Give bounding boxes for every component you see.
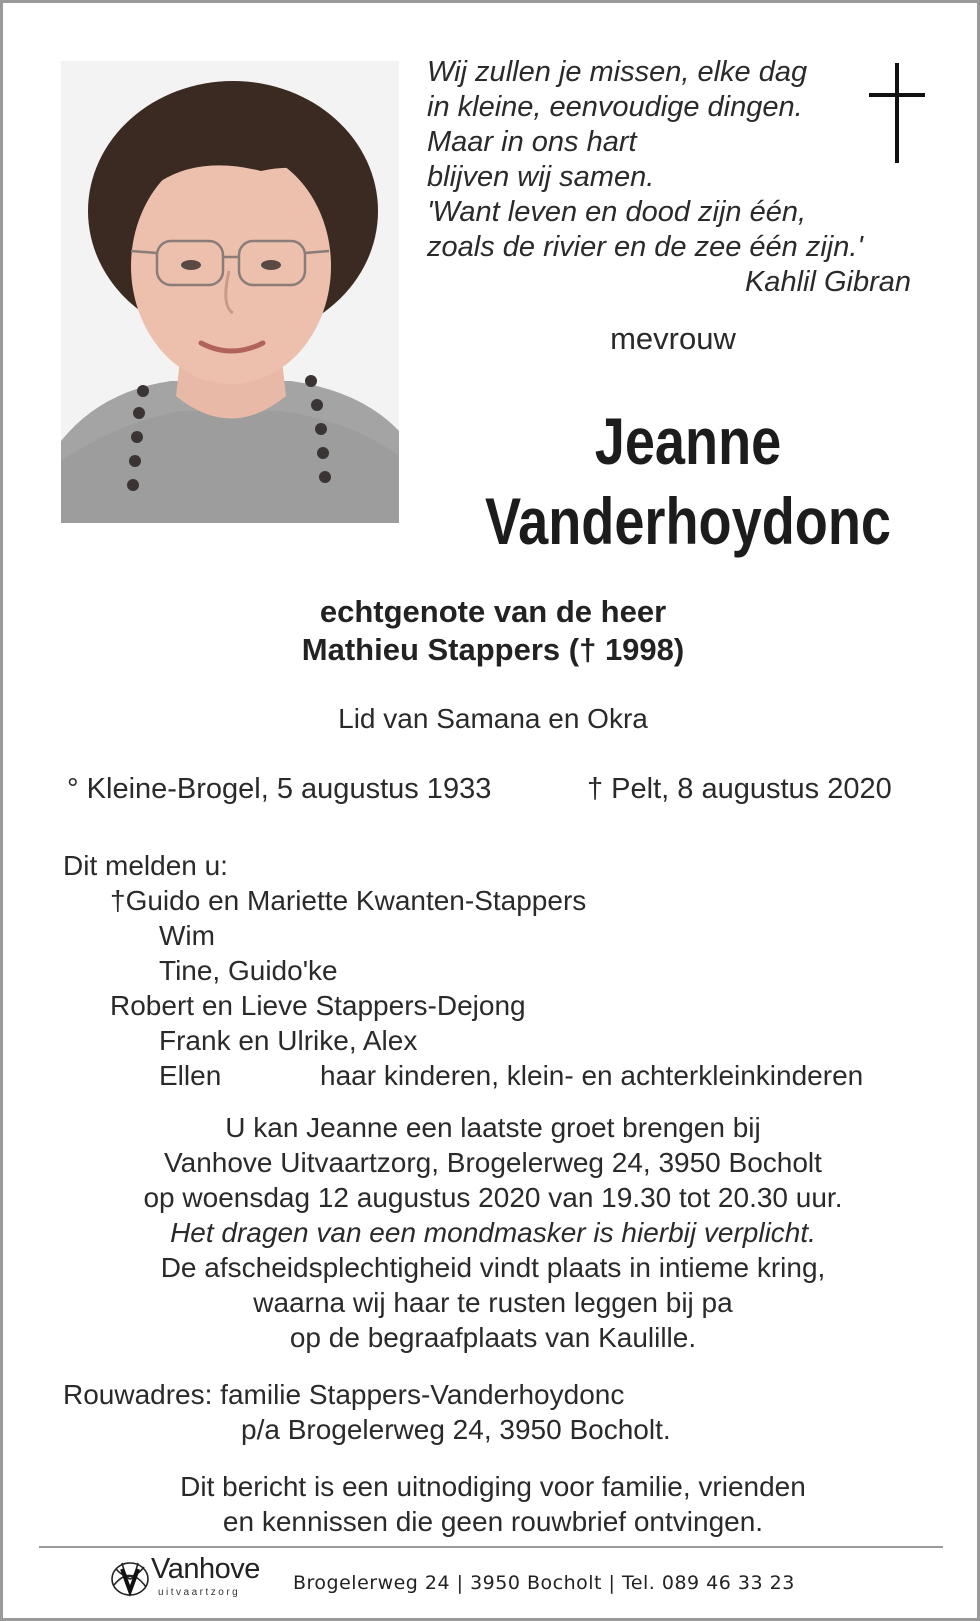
- invitation-line: Dit bericht is een uitnodiging voor familie, vrienden: [180, 1471, 806, 1502]
- family-member: Ellen: [159, 1060, 222, 1091]
- footer-brand: Vanhove: [151, 1553, 260, 1585]
- death-info: † Pelt, 8 augustus 2020: [587, 773, 892, 805]
- announcement-intro: Dit melden u:: [63, 850, 228, 881]
- family-member: †Guido en Mariette Kwanten-Stappers: [110, 885, 587, 916]
- family-announcement: [63, 848, 943, 1093]
- portrait-illustration: [61, 61, 399, 523]
- mourning-address: [63, 1377, 943, 1447]
- family-member-row: [63, 1058, 943, 1093]
- visitation-line: op woensdag 12 augustus 2020 van 19.30 tot 20.30 uur.: [143, 1182, 843, 1213]
- footer-divider: [39, 1546, 943, 1548]
- poem-line: Maar in ons hart: [427, 126, 637, 158]
- family-member: Tine, Guido'ke: [159, 955, 338, 986]
- birth-info: ° Kleine-Brogel, 5 augustus 1933: [67, 773, 492, 805]
- honorific: mevrouw: [610, 321, 736, 356]
- ceremony-line: op de begraafplaats van Kaulille.: [289, 1322, 697, 1353]
- poem-line: in kleine, eenvoudige dingen.: [427, 91, 803, 123]
- deceased-first-name: Jeanne: [594, 404, 782, 478]
- poem-author: Kahlil Gibran: [744, 266, 911, 298]
- family-member: Wim: [159, 920, 215, 951]
- deceased-last-name: Vanderhoydonc: [484, 484, 891, 558]
- visitation-info: [3, 1110, 980, 1355]
- cross-icon: [869, 63, 925, 163]
- spouse-name: Mathieu Stappers († 1998): [301, 632, 685, 667]
- poem: [427, 55, 917, 300]
- visitation-line: U kan Jeanne een laatste groet brengen bij: [225, 1112, 761, 1143]
- poem-line: zoals de rivier en de zee één zijn.': [427, 231, 863, 263]
- address-line: Rouwadres: familie Stappers-Vanderhoydonc: [63, 1379, 625, 1410]
- poem-line: Wij zullen je missen, elke dag: [427, 56, 808, 88]
- family-relation: haar kinderen, klein- en achterkleinkinderen: [320, 1060, 864, 1091]
- membership: Lid van Samana en Okra: [338, 703, 648, 734]
- spouse-line: echtgenote van de heer: [319, 594, 667, 629]
- poem-line: blijven wij samen.: [427, 161, 655, 193]
- visitation-line: Vanhove Uitvaartzorg, Brogelerweg 24, 3950 Bocholt: [164, 1147, 822, 1178]
- mask-notice: Het dragen van een mondmasker is hierbij verplicht.: [170, 1217, 816, 1248]
- ceremony-line: waarna wij haar te rusten leggen bij pa: [253, 1287, 733, 1318]
- invitation-line: en kennissen die geen rouwbrief ontvingen.: [222, 1506, 764, 1537]
- footer-brand-sub: uitvaartzorg: [158, 1587, 241, 1598]
- family-member: Robert en Lieve Stappers-Dejong: [110, 990, 526, 1021]
- family-member: Frank en Ulrike, Alex: [159, 1025, 418, 1056]
- portrait-photo: [61, 61, 399, 523]
- spouse-info: [3, 593, 980, 669]
- ceremony-line: De afscheidsplechtigheid vindt plaats in intieme kring,: [160, 1252, 826, 1283]
- footer-contact: Brogelerweg 24 | 3950 Bocholt | Tel. 089 46 33 23: [293, 1572, 795, 1594]
- address-line: p/a Brogelerweg 24, 3950 Bocholt.: [241, 1414, 671, 1445]
- invitation-note: [3, 1469, 980, 1539]
- poem-line: 'Want leven en dood zijn één,: [427, 196, 807, 228]
